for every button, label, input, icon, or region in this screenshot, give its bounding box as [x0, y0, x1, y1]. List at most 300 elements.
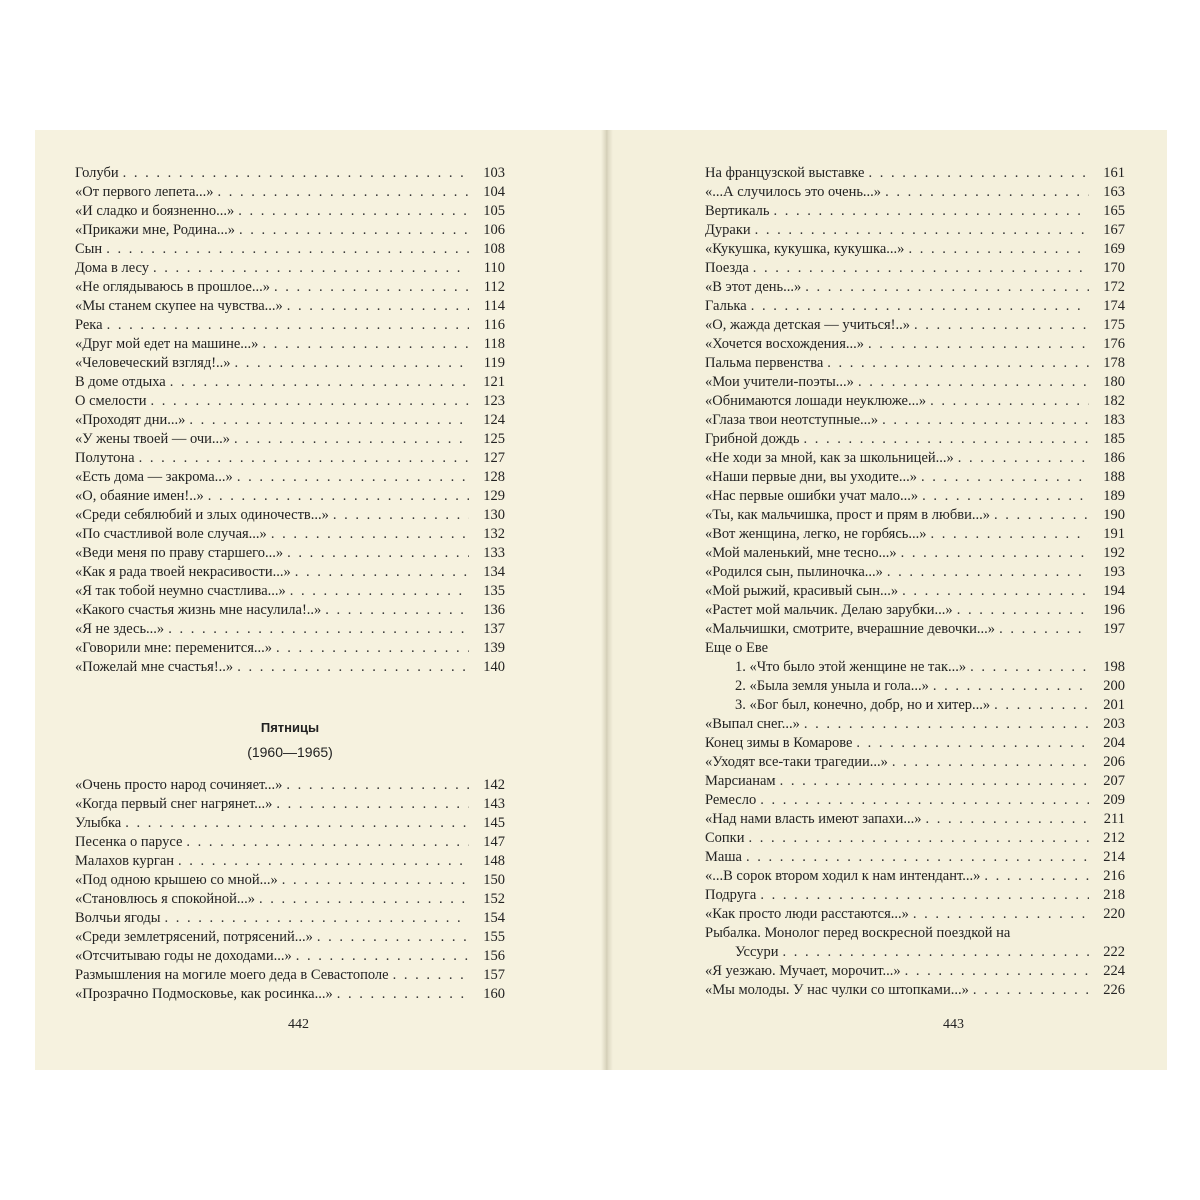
toc-entry-page: 148	[483, 853, 505, 869]
toc-entry-page: 182	[1103, 393, 1125, 409]
toc-leader-dots	[868, 335, 1089, 354]
toc-entry	[705, 658, 1125, 677]
toc-entry	[705, 943, 1125, 962]
toc-leader-dots	[774, 202, 1090, 221]
toc-entry-page: 104	[483, 184, 505, 200]
toc-entry-page: 224	[1103, 963, 1125, 979]
toc-entry-page: 200	[1103, 678, 1125, 694]
toc-entry-page: 169	[1103, 241, 1125, 257]
toc-entry	[705, 525, 1125, 544]
page-number-left: 442	[288, 1017, 309, 1032]
toc-leader-dots	[749, 829, 1090, 848]
toc-entry	[75, 316, 505, 335]
toc-leader-dots	[287, 297, 469, 316]
toc-entry	[75, 985, 505, 1004]
toc-leader-dots	[753, 259, 1089, 278]
toc-leader-dots	[276, 639, 469, 658]
toc-entry	[705, 715, 1125, 734]
toc-entry	[705, 924, 1125, 943]
toc-entry	[705, 278, 1125, 297]
toc-entry-page: 114	[483, 298, 505, 314]
toc-leader-dots	[317, 928, 469, 947]
toc-entry-title: Пальма первенства	[705, 355, 824, 371]
toc-entry-page: 145	[483, 815, 505, 831]
toc-entry	[705, 620, 1125, 639]
toc-entry-title: Сын	[75, 241, 103, 257]
toc-entry-page: 165	[1103, 203, 1125, 219]
toc-leader-dots	[164, 909, 469, 928]
toc-entry-title: «Друг мой едет на машине...»	[75, 336, 259, 352]
toc-entry	[705, 183, 1125, 202]
toc-entry-page: 119	[483, 355, 505, 371]
toc-entry-title: «Не ходи за мной, как за школьницей...»	[705, 450, 954, 466]
toc-entry-title: Песенка о парусе	[75, 834, 183, 850]
toc-entry-page: 196	[1103, 602, 1125, 618]
toc-leader-dots	[930, 392, 1089, 411]
toc-entry-title: «Нас первые ошибки учат мало...»	[705, 488, 919, 504]
toc-leader-dots	[139, 449, 469, 468]
toc-entry-page: 140	[483, 659, 505, 675]
toc-leader-dots	[393, 966, 469, 985]
toc-entry-title: Дома в лесу	[75, 260, 150, 276]
toc-entry	[75, 928, 505, 947]
toc-entry	[705, 221, 1125, 240]
toc-entry-title: «Когда первый снег нагрянет...»	[75, 796, 273, 812]
toc-entry	[75, 411, 505, 430]
toc-entry	[75, 449, 505, 468]
toc-entry-title: Волчьи ягоды	[75, 910, 161, 926]
toc-entry-page: 212	[1103, 830, 1125, 846]
toc-leader-dots	[914, 316, 1089, 335]
toc-entry-page: 191	[1103, 526, 1125, 542]
toc-leader-dots	[973, 981, 1089, 1000]
toc-entry	[705, 240, 1125, 259]
toc-list-left	[75, 164, 505, 677]
toc-entry	[75, 852, 505, 871]
right-page	[608, 130, 1167, 1070]
toc-list-right	[705, 164, 1125, 1000]
toc-entry-page: 110	[483, 260, 505, 276]
toc-entry	[705, 430, 1125, 449]
toc-entry-title: «О, обаяние имен!..»	[75, 488, 204, 504]
toc-entry	[705, 335, 1125, 354]
toc-entry-title: «Говорили мне: переменится...»	[75, 640, 273, 656]
toc-leader-dots	[170, 373, 469, 392]
section-years: (1960—1965)	[247, 744, 333, 760]
toc-entry-page: 112	[483, 279, 505, 295]
toc-leader-dots	[933, 677, 1089, 696]
toc-entry-title: «Как я рада твоей некрасивости...»	[75, 564, 291, 580]
toc-entry-title: «Хочется восхождения...»	[705, 336, 864, 352]
toc-entry-title: 2. «Была земля уныла и гола...»	[735, 678, 929, 694]
toc-entry-page: 222	[1103, 944, 1125, 960]
toc-entry	[75, 392, 505, 411]
toc-entry	[705, 354, 1125, 373]
toc-leader-dots	[286, 776, 469, 795]
toc-entry	[75, 430, 505, 449]
toc-entry	[705, 772, 1125, 791]
toc-entry	[75, 221, 505, 240]
toc-entry-title: «Глаза твои неотступные...»	[705, 412, 879, 428]
toc-entry-page: 134	[483, 564, 505, 580]
toc-entry-page: 175	[1103, 317, 1125, 333]
toc-entry	[705, 544, 1125, 563]
toc-leader-dots	[885, 183, 1089, 202]
toc-entry	[75, 833, 505, 852]
toc-entry-title: «...В сорок втором ходил к нам интендант...»	[705, 868, 981, 884]
toc-leader-dots	[151, 392, 469, 411]
toc-entry-title: Рыбалка. Монолог перед воскресной поездкой на	[705, 925, 1011, 941]
toc-entry-page: 118	[483, 336, 505, 352]
toc-entry-page: 130	[483, 507, 505, 523]
toc-entry-title: Поезда	[705, 260, 749, 276]
toc-entry-page: 139	[483, 640, 505, 656]
toc-entry	[75, 468, 505, 487]
toc-entry-title: Конец зимы в Комарове	[705, 735, 853, 751]
toc-leader-dots	[276, 795, 469, 814]
toc-entry-title: «Обнимаются лошади неуклюже...»	[705, 393, 927, 409]
toc-entry-page: 167	[1103, 222, 1125, 238]
toc-leader-dots	[125, 814, 469, 833]
toc-entry-page: 137	[483, 621, 505, 637]
toc-entry-page: 218	[1103, 887, 1125, 903]
toc-leader-dots	[282, 871, 469, 890]
toc-entry	[75, 947, 505, 966]
toc-entry-title: «Прозрачно Подмосковье, как росинка...»	[75, 986, 333, 1002]
toc-entry-title: «Я так тобой неумно счастлива...»	[75, 583, 286, 599]
toc-entry	[705, 563, 1125, 582]
toc-leader-dots	[295, 563, 469, 582]
toc-entry-title: «Среди землетрясений, потрясений...»	[75, 929, 313, 945]
toc-entry-title: «И сладко и боязненно...»	[75, 203, 235, 219]
toc-entry	[705, 392, 1125, 411]
toc-entry-title: Размышления на могиле моего деда в Севастополе	[75, 967, 389, 983]
toc-entry	[705, 962, 1125, 981]
toc-entry-title: «Не оглядываюсь в прошлое...»	[75, 279, 270, 295]
toc-leader-dots	[827, 354, 1089, 373]
toc-entry	[705, 677, 1125, 696]
toc-entry-title: «...А случилось это очень...»	[705, 184, 882, 200]
toc-entry-title: «Есть дома — закрома...»	[75, 469, 233, 485]
toc-entry	[75, 582, 505, 601]
toc-leader-dots	[237, 658, 469, 677]
toc-leader-dots	[984, 867, 1089, 886]
toc-entry-page: 121	[483, 374, 505, 390]
toc-entry-page: 157	[483, 967, 505, 983]
toc-leader-dots	[274, 278, 469, 297]
toc-entry-title: Голуби	[75, 165, 119, 181]
toc-entry-page: 186	[1103, 450, 1125, 466]
toc-leader-dots	[999, 620, 1089, 639]
toc-entry-title: Река	[75, 317, 103, 333]
toc-entry	[75, 487, 505, 506]
toc-entry	[705, 601, 1125, 620]
toc-entry-title: 3. «Бог был, конечно, добр, но и хитер...»	[735, 697, 991, 713]
toc-entry-page: 180	[1103, 374, 1125, 390]
toc-leader-dots	[238, 202, 469, 221]
toc-entry-page: 178	[1103, 355, 1125, 371]
toc-entry-page: 125	[483, 431, 505, 447]
toc-entry-page: 197	[1103, 621, 1125, 637]
toc-entry	[75, 871, 505, 890]
toc-entry-page: 108	[483, 241, 505, 257]
book-spread	[35, 130, 1167, 1070]
toc-entry-page: 143	[483, 796, 505, 812]
toc-entry-page: 136	[483, 602, 505, 618]
toc-leader-dots	[858, 373, 1089, 392]
toc-entry-title: «Проходят дни...»	[75, 412, 186, 428]
toc-entry	[705, 905, 1125, 924]
toc-entry	[75, 544, 505, 563]
toc-entry-page: 105	[483, 203, 505, 219]
toc-entry	[75, 164, 505, 183]
toc-entry	[75, 966, 505, 985]
toc-entry-title: «Как просто люди расстаются...»	[705, 906, 909, 922]
toc-entry-title: Малахов курган	[75, 853, 175, 869]
toc-entry-page: 123	[483, 393, 505, 409]
toc-entry-title: «Отсчитываю годы не доходами...»	[75, 948, 292, 964]
toc-entry	[705, 202, 1125, 221]
toc-entry	[705, 791, 1125, 810]
toc-entry-title: «Пожелай мне счастья!..»	[75, 659, 234, 675]
toc-entry	[705, 886, 1125, 905]
toc-entry	[75, 373, 505, 392]
toc-entry	[705, 753, 1125, 772]
book-gutter	[601, 130, 613, 1070]
page-number-right: 443	[943, 1017, 964, 1032]
toc-entry-title: «Уходят все-таки трагедии...»	[705, 754, 888, 770]
toc-entry-title: Ремесло	[705, 792, 757, 808]
toc-leader-dots	[186, 833, 469, 852]
toc-entry-page: 133	[483, 545, 505, 561]
toc-entry	[705, 487, 1125, 506]
toc-entry-title: «Вот женщина, легко, не горбясь...»	[705, 526, 927, 542]
toc-entry	[705, 639, 1125, 658]
toc-entry-page: 142	[483, 777, 505, 793]
toc-entry	[75, 795, 505, 814]
toc-entry-title: Вертикаль	[705, 203, 770, 219]
toc-entry-title: «Мы молоды. У нас чулки со штопками...»	[705, 982, 969, 998]
toc-entry-title: «В этот день...»	[705, 279, 802, 295]
toc-entry	[75, 506, 505, 525]
toc-entry-page: 156	[483, 948, 505, 964]
toc-entry-page: 127	[483, 450, 505, 466]
toc-entry	[705, 316, 1125, 335]
toc-entry	[705, 506, 1125, 525]
toc-entry	[705, 373, 1125, 392]
toc-entry-title: Марсианам	[705, 773, 776, 789]
toc-entry	[705, 411, 1125, 430]
toc-entry-page: 154	[483, 910, 505, 926]
toc-entry	[75, 183, 505, 202]
toc-entry	[75, 909, 505, 928]
toc-leader-dots	[970, 658, 1089, 677]
toc-leader-dots	[868, 164, 1089, 183]
toc-leader-dots	[902, 582, 1089, 601]
toc-entry-page: 116	[483, 317, 505, 333]
toc-entry-page: 183	[1103, 412, 1125, 428]
toc-entry-title: «Веди меня по праву старшего...»	[75, 545, 284, 561]
toc-entry-page: 106	[483, 222, 505, 238]
toc-entry-page: 135	[483, 583, 505, 599]
toc-leader-dots	[804, 715, 1089, 734]
toc-entry	[75, 601, 505, 620]
toc-leader-dots	[178, 852, 469, 871]
toc-entry-page: 216	[1103, 868, 1125, 884]
toc-entry-title: «Человеческий взгляд!..»	[75, 355, 231, 371]
toc-entry-title: О смелости	[75, 393, 147, 409]
toc-entry-page: 163	[1103, 184, 1125, 200]
toc-entry-title: «Над нами власть имеют запахи...»	[705, 811, 922, 827]
toc-entry	[75, 620, 505, 639]
toc-entry-page: 214	[1103, 849, 1125, 865]
toc-entry-title: Уссури	[735, 944, 779, 960]
toc-leader-dots	[856, 734, 1089, 753]
toc-leader-dots	[333, 506, 469, 525]
toc-entry-page: 209	[1103, 792, 1125, 808]
toc-entry-page: 172	[1103, 279, 1125, 295]
toc-entry-page: 211	[1103, 811, 1125, 827]
toc-entry-title: Маша	[705, 849, 742, 865]
toc-entry-title: «О, жажда детская — учиться!..»	[705, 317, 911, 333]
toc-leader-dots	[290, 582, 469, 601]
toc-entry	[75, 278, 505, 297]
toc-entry-title: Полутона	[75, 450, 135, 466]
section-title: Пятницы	[260, 720, 320, 735]
toc-entry-title: Подруга	[705, 887, 757, 903]
toc-leader-dots	[905, 962, 1089, 981]
toc-entry	[75, 202, 505, 221]
toc-leader-dots	[287, 544, 469, 563]
toc-leader-dots	[882, 411, 1089, 430]
toc-entry-page: 220	[1103, 906, 1125, 922]
toc-leader-dots	[234, 430, 469, 449]
toc-entry-page: 124	[483, 412, 505, 428]
toc-leader-dots	[259, 890, 469, 909]
toc-leader-dots	[887, 563, 1089, 582]
toc-entry-page: 198	[1103, 659, 1125, 675]
toc-entry-page: 192	[1103, 545, 1125, 561]
toc-leader-dots	[994, 696, 1089, 715]
toc-leader-dots	[218, 183, 469, 202]
toc-entry-page: 193	[1103, 564, 1125, 580]
toc-leader-dots	[782, 943, 1089, 962]
toc-leader-dots	[760, 791, 1089, 810]
toc-entry-title: В доме отдыха	[75, 374, 166, 390]
toc-leader-dots	[780, 772, 1089, 791]
toc-entry-page: 150	[483, 872, 505, 888]
toc-entry-title: Сопки	[705, 830, 745, 846]
toc-entry-page: 128	[483, 469, 505, 485]
toc-entry-page: 188	[1103, 469, 1125, 485]
toc-entry-title: «Мой маленький, мне тесно...»	[705, 545, 897, 561]
toc-entry-page: 176	[1103, 336, 1125, 352]
toc-entry	[75, 297, 505, 316]
toc-leader-dots	[237, 468, 469, 487]
toc-entry	[705, 164, 1125, 183]
toc-entry-title: «Я не здесь...»	[75, 621, 165, 637]
toc-entry-page: 129	[483, 488, 505, 504]
toc-entry	[75, 335, 505, 354]
toc-entry-title: Улыбка	[75, 815, 122, 831]
toc-entry-title: «От первого лепета...»	[75, 184, 214, 200]
toc-entry-title: «Я уезжаю. Мучает, морочит...»	[705, 963, 901, 979]
toc-leader-dots	[751, 297, 1089, 316]
toc-leader-dots	[901, 544, 1089, 563]
toc-leader-dots	[106, 240, 469, 259]
toc-entry	[705, 696, 1125, 715]
toc-entry	[75, 259, 505, 278]
toc-leader-dots	[153, 259, 469, 278]
toc-entry	[705, 582, 1125, 601]
toc-entry-page: 194	[1103, 583, 1125, 599]
toc-leader-dots	[755, 221, 1089, 240]
toc-leader-dots	[760, 886, 1089, 905]
toc-leader-dots	[805, 278, 1089, 297]
toc-entry-title: «Наши первые дни, вы уходите...»	[705, 469, 917, 485]
toc-entry-title: «Под одною крышею со мной...»	[75, 872, 278, 888]
toc-entry-title: «Какого счастья жизнь мне насулила!..»	[75, 602, 322, 618]
toc-entry-title: Грибной дождь	[705, 431, 800, 447]
toc-entry-title: Дураки	[705, 222, 751, 238]
toc-leader-dots	[107, 316, 469, 335]
toc-leader-dots	[957, 601, 1089, 620]
toc-entry-page: 226	[1103, 982, 1125, 998]
toc-entry	[705, 810, 1125, 829]
toc-entry-title: «Выпал снег...»	[705, 716, 800, 732]
toc-entry	[75, 639, 505, 658]
toc-entry-page: 170	[1103, 260, 1125, 276]
toc-leader-dots	[746, 848, 1089, 867]
toc-entry-title: «У жены твоей — очи...»	[75, 431, 231, 447]
toc-entry-page: 190	[1103, 507, 1125, 523]
toc-entry-page: 206	[1103, 754, 1125, 770]
toc-entry	[75, 525, 505, 544]
toc-entry-title: 1. «Что было этой женщине не так...»	[735, 659, 967, 675]
toc-leader-dots	[958, 449, 1089, 468]
toc-leader-dots	[235, 354, 469, 373]
toc-entry-title: «Мы станем скупее на чувства...»	[75, 298, 283, 314]
toc-leader-dots	[922, 487, 1089, 506]
toc-entry	[75, 776, 505, 795]
toc-entry-title: «Кукушка, кукушка, кукушка...»	[705, 241, 905, 257]
toc-leader-dots	[239, 221, 469, 240]
toc-leader-dots	[296, 947, 469, 966]
toc-entry-page: 201	[1103, 697, 1125, 713]
toc-leader-dots	[908, 240, 1089, 259]
toc-leader-dots	[325, 601, 469, 620]
toc-entry-page: 204	[1103, 735, 1125, 751]
toc-entry-page: 152	[483, 891, 505, 907]
toc-leader-dots	[271, 525, 469, 544]
toc-entry-page: 203	[1103, 716, 1125, 732]
toc-leader-dots	[189, 411, 469, 430]
toc-entry	[75, 563, 505, 582]
toc-leader-dots	[168, 620, 469, 639]
toc-entry	[705, 259, 1125, 278]
toc-entry	[75, 354, 505, 373]
toc-entry-page: 174	[1103, 298, 1125, 314]
toc-entry-page: 132	[483, 526, 505, 542]
toc-entry-title: «Среди себялюбий и злых одиночеств...»	[75, 507, 329, 523]
toc-entry-page: 155	[483, 929, 505, 945]
toc-entry	[705, 297, 1125, 316]
toc-entry	[75, 814, 505, 833]
toc-entry	[705, 734, 1125, 753]
toc-leader-dots	[123, 164, 469, 183]
toc-entry-page: 160	[483, 986, 505, 1002]
toc-entry-page: 147	[483, 834, 505, 850]
